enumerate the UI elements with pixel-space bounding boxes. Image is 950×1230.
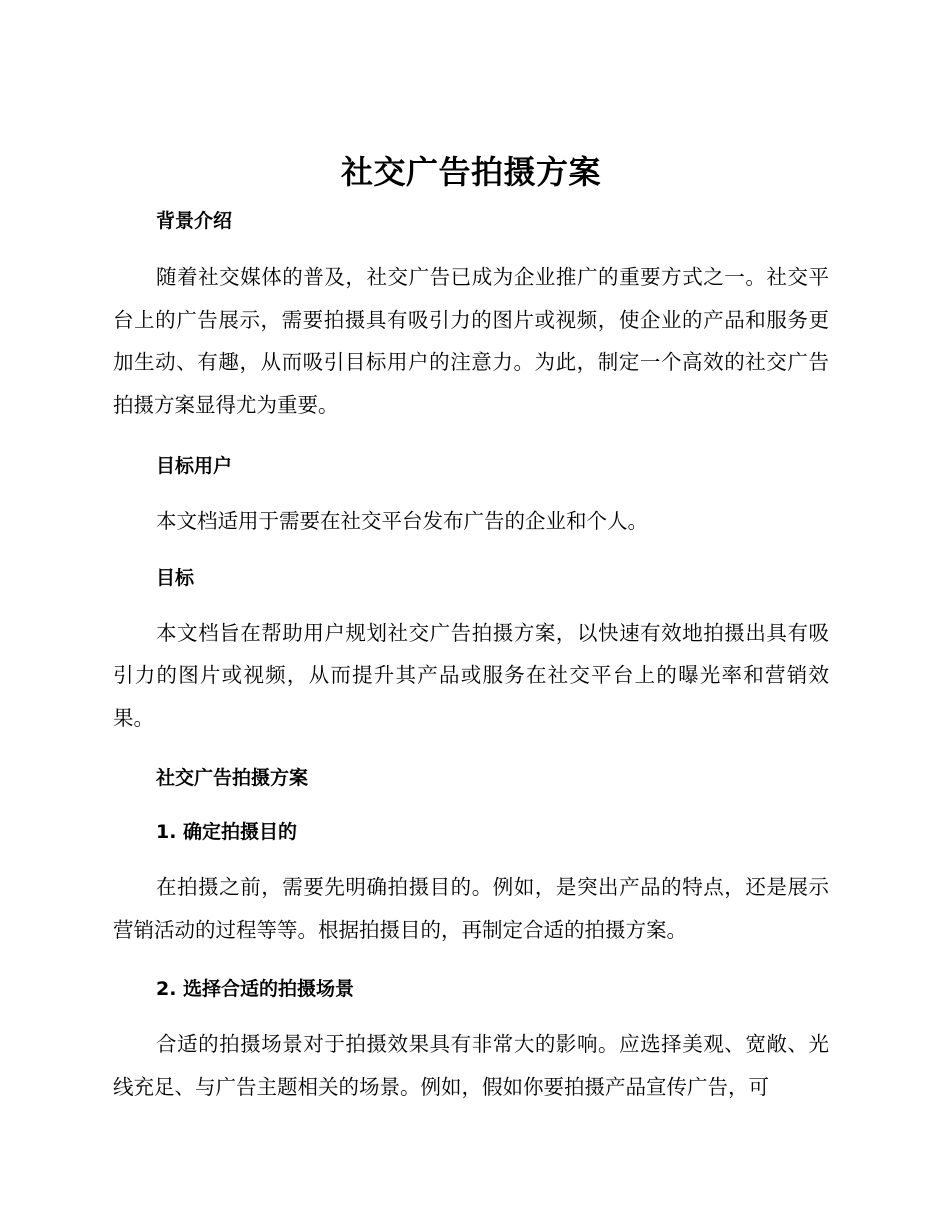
document-title: 社交广告拍摄方案	[340, 153, 601, 191]
subheading-step-2: 2. 选择合适的拍摄场景	[156, 978, 355, 1000]
paragraph-target-users: 本文档适用于需要在社交平台发布广告的企业和个人。	[156, 509, 648, 533]
document-body	[113, 148, 829, 1108]
section-heading-plan: 社交广告拍摄方案	[156, 767, 309, 789]
section-heading-goal: 目标	[156, 566, 195, 589]
paragraph-background: 随着社交媒体的普及，社交广告已成为企业推广的重要方式之一。社交平台上的广告展示，需要拍摄具有吸引力的图片或视频，使企业的产品和服务更加生动、有趣，从而吸引目标用户的注意力。为此，制定一个高效的社交广告拍摄方案显得尤为重要。	[113, 265, 829, 417]
subheading-step-1: 1. 确定拍摄目的	[156, 821, 298, 843]
paragraph-goal: 本文档旨在帮助用户规划社交广告拍摄方案，以快速有效地拍摄出具有吸引力的图片或视频，从而提升其产品或服务在社交平台上的曝光率和营销效果。	[113, 620, 829, 730]
paragraph-step-2: 合适的拍摄场景对于拍摄效果具有非常大的影响。应选择美观、宽敞、光线充足、与广告主题相关的场景。例如，假如你要拍摄产品宣传广告，可	[113, 1032, 829, 1099]
paragraph-step-1: 在拍摄之前，需要先明确拍摄目的。例如，是突出产品的特点，还是展示营销活动的过程等等。根据拍摄目的，再制定合适的拍摄方案。	[113, 875, 829, 942]
section-heading-target-users: 目标用户	[156, 455, 233, 477]
section-heading-background: 背景介绍	[156, 210, 233, 232]
